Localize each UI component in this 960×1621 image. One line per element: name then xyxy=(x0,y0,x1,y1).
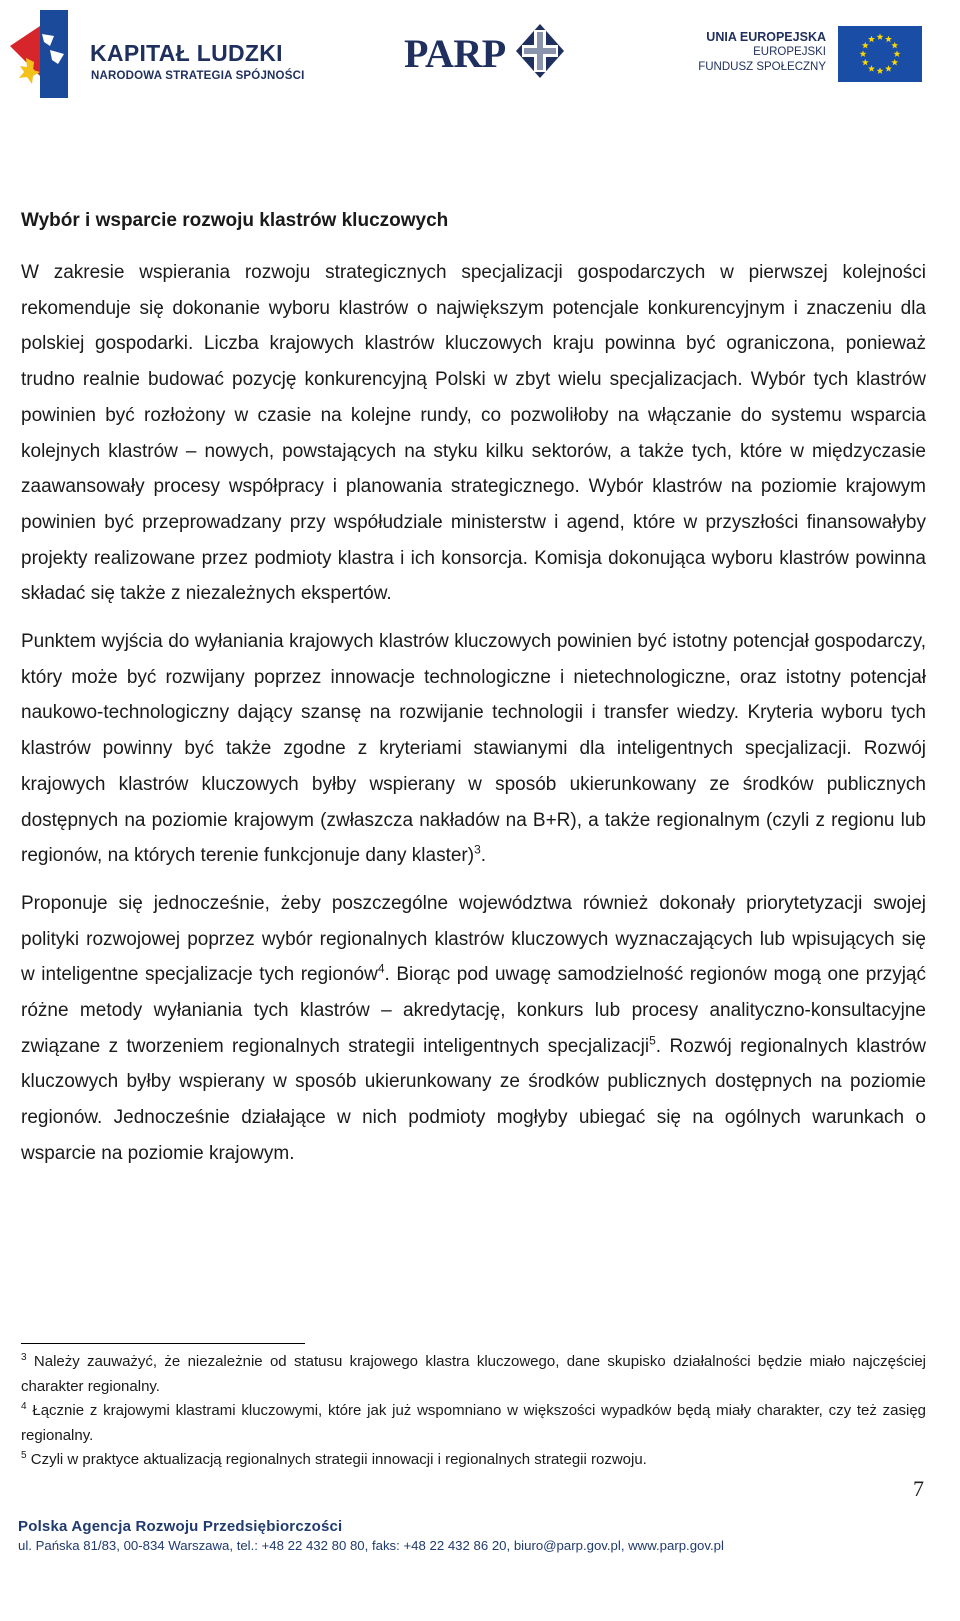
kapital-ludzki-emblem-icon xyxy=(6,6,76,102)
footnote-number: 5 xyxy=(21,1450,27,1461)
footnote-number: 3 xyxy=(21,1352,27,1363)
parp-logo xyxy=(404,22,604,84)
eu-logo-line2: EUROPEJSKI xyxy=(753,46,826,58)
paragraph-3-text-a: Proponuje się jednocześnie, żeby poszczególne województwa również dokonały priorytetyzacji swojej polityki rozwojowej poprzez wybór regionalnych klastrów kluczowych wyznaczających lub wpisujących się w inteligentne specjalizacje tych regionów xyxy=(21,892,926,986)
footnote-separator xyxy=(21,1343,305,1344)
footnote-3 xyxy=(21,1350,926,1399)
document-body xyxy=(21,203,926,1184)
kapital-ludzki-title: KAPITAŁ LUDZKI xyxy=(90,40,283,66)
footnote-ref-4[interactable]: 4 xyxy=(377,962,385,977)
footnote-4 xyxy=(21,1399,926,1448)
parp-emblem-icon xyxy=(514,22,566,80)
section-title: Wybór i wsparcie rozwoju klastrów kluczowych xyxy=(21,210,449,231)
eu-logo-line3: FUNDUSZ SPOŁECZNY xyxy=(698,61,826,73)
footnote-number: 4 xyxy=(21,1401,27,1412)
paragraph-2-text: Punktem wyjścia do wyłaniania krajowych klastrów kluczowych powinien być istotny potencjał gospodarczy, który może być rozwijany poprzez innowacje technologiczne i nietechnologiczne, oraz istotny potencjał naukowo-technologiczny dający szansę na rozwijanie technologii i transfer wiedzy. Kryteria wyboru tych klastrów powinny być także zgodne z kryteriami stawianymi dla inteligentnych specjalizacji. Rozwój krajowych klastrów kluczowych byłby wspierany w sposób ukierunkowany ze środków publicznych dostępnych na poziomie krajowym (zwłaszcza nakładów na B+R), a także regionalnym (czyli z regionu lub regionów, na których terenie funkcjonuje dany klaster) xyxy=(21,631,926,867)
eu-logo xyxy=(698,24,956,84)
footnote-text: Łącznie z krajowymi klastrami kluczowymi, które jak już wspomniano w większości wypadków będą miały charakter, czy też zasięg regionalny. xyxy=(21,1402,927,1444)
paragraph-2-end: . xyxy=(480,845,487,867)
paragraph-3-text-b: . Biorąc pod uwagę samodzielność regionów mogą one przyjąć różne metody wyłaniania tych klastrów – akredytację, konkurs lub procesy analityczno-konsultacyjne związane z tworzeniem regionalnych strategii inteligentnych specjalizacji xyxy=(21,964,926,1057)
footnote-text: Czyli w praktyce aktualizacją regionalnych strategii innowacji i regionalnych strategii rozwoju. xyxy=(30,1451,647,1468)
parp-logo-text: PARP xyxy=(404,31,506,76)
footer-organization: Polska Agencja Rozwoju Przedsiębiorczości xyxy=(18,1518,343,1535)
paragraph-1: W zakresie wspierania rozwoju strategicznych specjalizacji gospodarczych w pierwszej kolejności rekomenduje się dokonanie wyboru klastrów o największym potencjale konkurencyjnym i znaczeniu dla polskiej gospodarki. Liczba krajowych klastrów kluczowych kraju powinna być ograniczona, ponieważ trudno realnie budować pozycję konkurencyjną Polski w zbyt wielu specjalizacjach. Wybór tych klastrów powinien być rozłożony w czasie na kolejne rundy, co pozwoliłoby na włączanie do systemu wsparcia kolejnych klastrów – nowych, powstających na styku kilku sektorów, a także tych, które w międzyczasie zaawansowały procesy współpracy i planowania strategicznego. Wybór klastrów na poziomie krajowym powinien być przeprowadzany przy współudziale ministerstw i agend, które w przyszłości finansowałyby projekty realizowane przez podmioty klastra i ich konsorcja. Komisja dokonująca wyboru klastrów powinna składać się także z niezależnych ekspertów. xyxy=(21,262,926,605)
page-header xyxy=(0,0,960,110)
page-footer xyxy=(18,1518,948,1553)
kapital-ludzki-logo xyxy=(6,6,306,102)
footer-address: ul. Pańska 81/83, 00-834 Warszawa, tel.: +48 22 432 80 80, faks: +48 22 432 86 20, biuro@parp.gov.pl, www.parp.gov.pl xyxy=(18,1538,724,1553)
eu-logo-line1: UNIA EUROPEJSKA xyxy=(706,30,826,44)
eu-flag-icon xyxy=(838,26,922,82)
paragraph-3 xyxy=(21,886,926,1172)
kapital-ludzki-subtitle: NARODOWA STRATEGIA SPÓJNOŚCI xyxy=(91,70,305,82)
footnote-text: Należy zauważyć, że niezależnie od statusu krajowego klastra kluczowego, dane skupisko działalności będzie miało najczęściej charakter regionalny. xyxy=(21,1353,926,1395)
paragraph-2 xyxy=(21,624,926,874)
page-number: 7 xyxy=(913,1476,924,1501)
paragraph-3-text-c: . Rozwój regionalnych klastrów kluczowych byłby wspierany w sposób ukierunkowany ze środków publicznych dostępnych na poziomie regionów. Jednocześnie działające w nich podmioty mogłyby ubiegać się na ogólnych warunkach o wsparcie na poziomie krajowym. xyxy=(21,1035,926,1164)
footnote-ref-5[interactable]: 5 xyxy=(649,1033,656,1048)
footnote-5 xyxy=(21,1448,926,1473)
footnote-ref-3[interactable]: 3 xyxy=(474,842,481,857)
footnotes xyxy=(21,1350,926,1473)
